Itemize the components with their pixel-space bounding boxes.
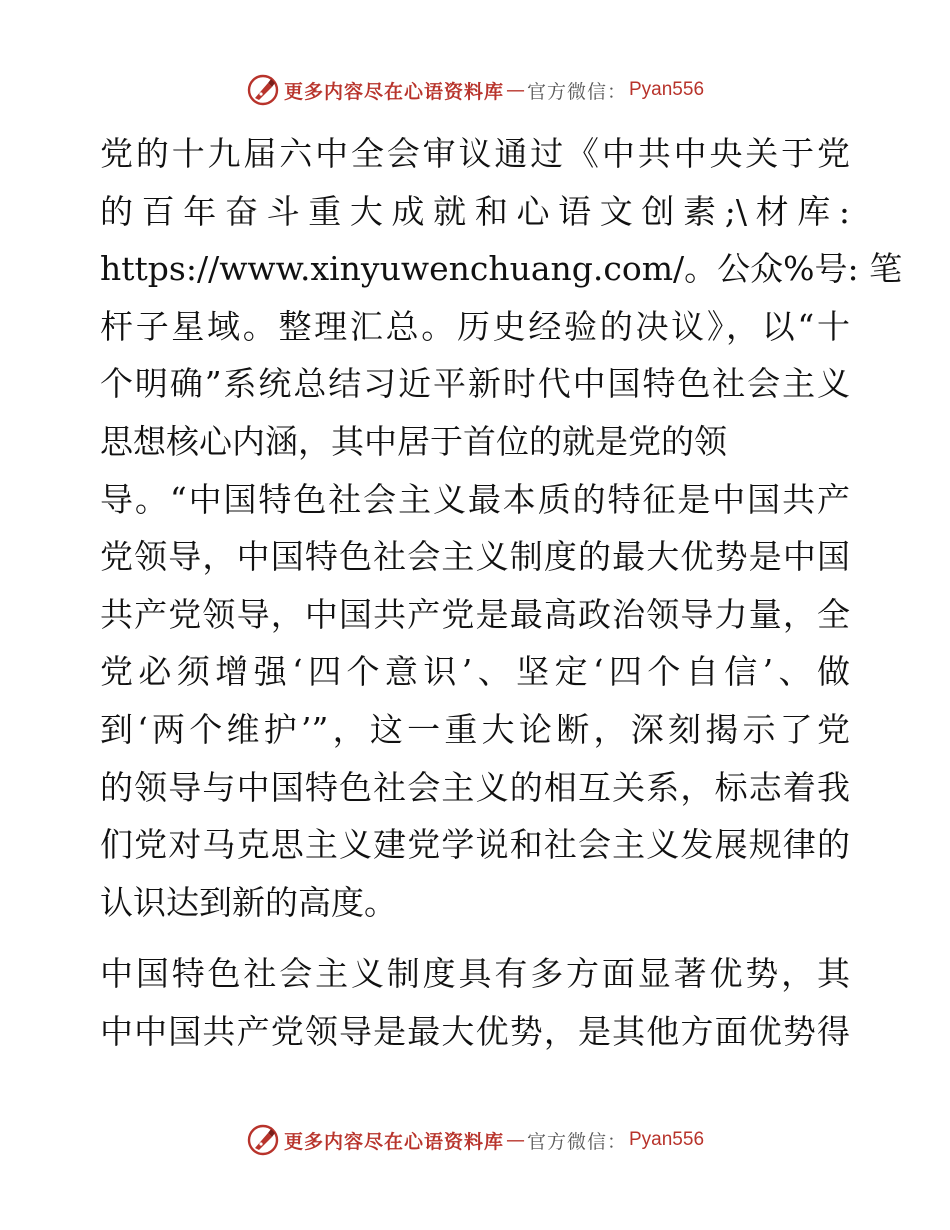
- wechat-id: Pyan556: [629, 79, 705, 100]
- brand-text: 更多内容尽在心语资料库: [283, 80, 504, 103]
- paragraph-spacer: [100, 931, 850, 945]
- pen-nib-logo-icon: [246, 73, 280, 107]
- text-line: 认识达到新的高度。: [100, 882, 397, 922]
- paragraph: [100, 945, 850, 1060]
- document-body: [100, 125, 903, 1061]
- text-line: 共产党领导，中国共产党是最高政治领导力量，全: [100, 594, 850, 634]
- wechat-label: 官方微信：: [526, 1130, 627, 1153]
- banner-separator: —: [505, 1129, 525, 1151]
- text-line: 们党对马克思主义建党学说和社会主义发展规律的: [100, 825, 850, 865]
- wechat-id: Pyan556: [629, 1129, 705, 1150]
- text-line: 党的十九届六中全会审议通过《中共中央关于党: [100, 134, 850, 173]
- text-line: 导。“中国特色社会主义最本质的特征是中国共产: [100, 479, 850, 519]
- text-line: 到‘两个维护’”，这一重大论断，深刻揭示了党: [100, 709, 850, 749]
- text-line: 的百年奋斗重大成就和心语文创素;\材库:: [100, 191, 850, 231]
- banner-separator: —: [505, 79, 525, 101]
- brand-text: 更多内容尽在心语资料库: [283, 1130, 504, 1153]
- pen-nib-logo-icon: [246, 1123, 280, 1157]
- text-line: 中国特色社会主义制度具有多方面显著优势，其: [100, 954, 850, 994]
- text-line: 党领导，中国特色社会主义制度的最大优势是中国: [100, 537, 850, 577]
- text-line: https://www.xinyuwenchuang.com/。公众%号: 笔: [100, 249, 903, 289]
- text-line: 杆子星域。整理汇总。历史经验的决议》，以“十: [100, 306, 850, 346]
- text-line: 个明确”系统总结习近平新时代中国特色社会主义: [100, 364, 850, 404]
- text-line: 中中国共产党领导是最大优势，是其他方面优势得: [100, 1011, 850, 1051]
- text-line: 的领导与中国特色社会主义的相互关系，标志着我: [100, 767, 850, 807]
- text-line: 党必须增强‘四个意识’、坚定‘四个自信’、做: [100, 652, 850, 692]
- text-line: 思想核心内涵，其中居于首位的就是党的领: [100, 421, 727, 461]
- paragraph: [100, 125, 903, 931]
- header-banner: [0, 72, 950, 108]
- footer-banner: [0, 1122, 950, 1158]
- wechat-label: 官方微信：: [526, 80, 627, 103]
